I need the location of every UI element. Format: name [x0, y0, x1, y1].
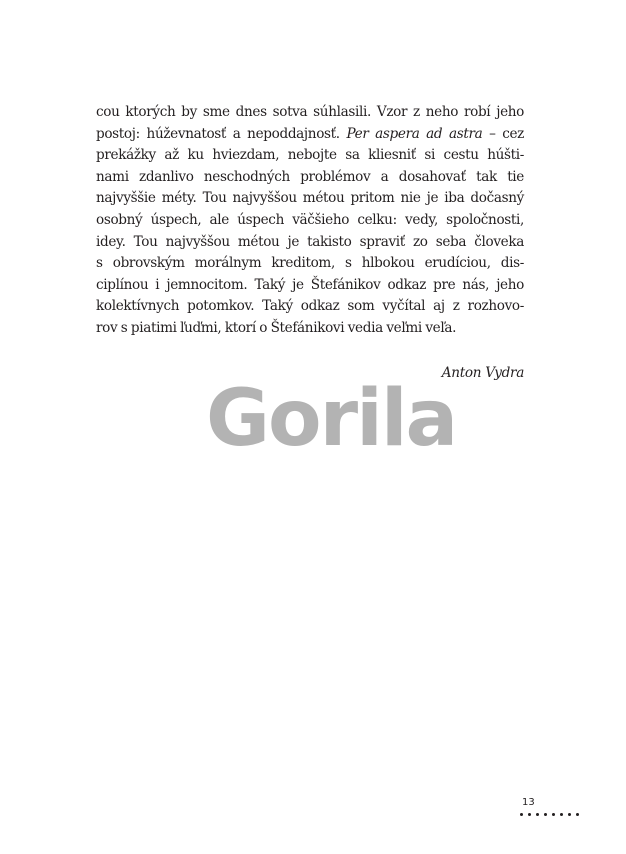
- dot: [544, 813, 547, 816]
- text-line: nami zdanlivo neschodných problémov a dosahovať tak tie: [96, 168, 524, 185]
- dot: [560, 813, 563, 816]
- text-segment: postoj: húževnatosť a nepoddajnosť.: [96, 125, 347, 142]
- text-segment: – cez: [482, 125, 524, 142]
- text-line: kolektívnych potomkov. Taký odkaz som vyčítal aj z rozhovo-: [96, 298, 524, 315]
- text-line: rov s piatimi ľuďmi, ktorí o Štefánikovi vedia veľmi veľa.: [96, 319, 457, 336]
- author-signature: Anton Vydra: [441, 365, 524, 381]
- page-number: 13: [522, 797, 535, 808]
- dot: [528, 813, 531, 816]
- dot-leader-decoration: [520, 813, 579, 816]
- text-line: ciplínou i jemnocitom. Taký je Štefánikov odkaz pre nás, jeho: [96, 276, 524, 293]
- text-line: prekážky až ku hviezdam, nebojte sa kliesniť si cestu húšti-: [96, 147, 524, 164]
- gorila-watermark-logo: Gorila: [206, 374, 457, 464]
- text-line: [96, 124, 524, 146]
- dot: [520, 813, 523, 816]
- body-text: [96, 102, 524, 340]
- text-line: osobný úspech, ale úspech väčšieho celku: vedy, spoločnosti,: [96, 211, 524, 228]
- text-line: s obrovským morálnym kreditom, s hlbokou erudíciou, dis-: [96, 255, 524, 272]
- latin-phrase: Per aspera ad astra: [346, 125, 483, 142]
- text-line: idey. Tou najvyššou métou je takisto spraviť zo seba človeka: [96, 233, 524, 250]
- dot: [568, 813, 571, 816]
- dot: [576, 813, 579, 816]
- text-line: cou ktorých by sme dnes sotva súhlasili. Vzor z neho robí jeho: [96, 104, 524, 120]
- dot: [552, 813, 555, 816]
- dot: [536, 813, 539, 816]
- text-line: najvyššie méty. Tou najvyššou métou pritom nie je iba dočasný: [96, 190, 524, 207]
